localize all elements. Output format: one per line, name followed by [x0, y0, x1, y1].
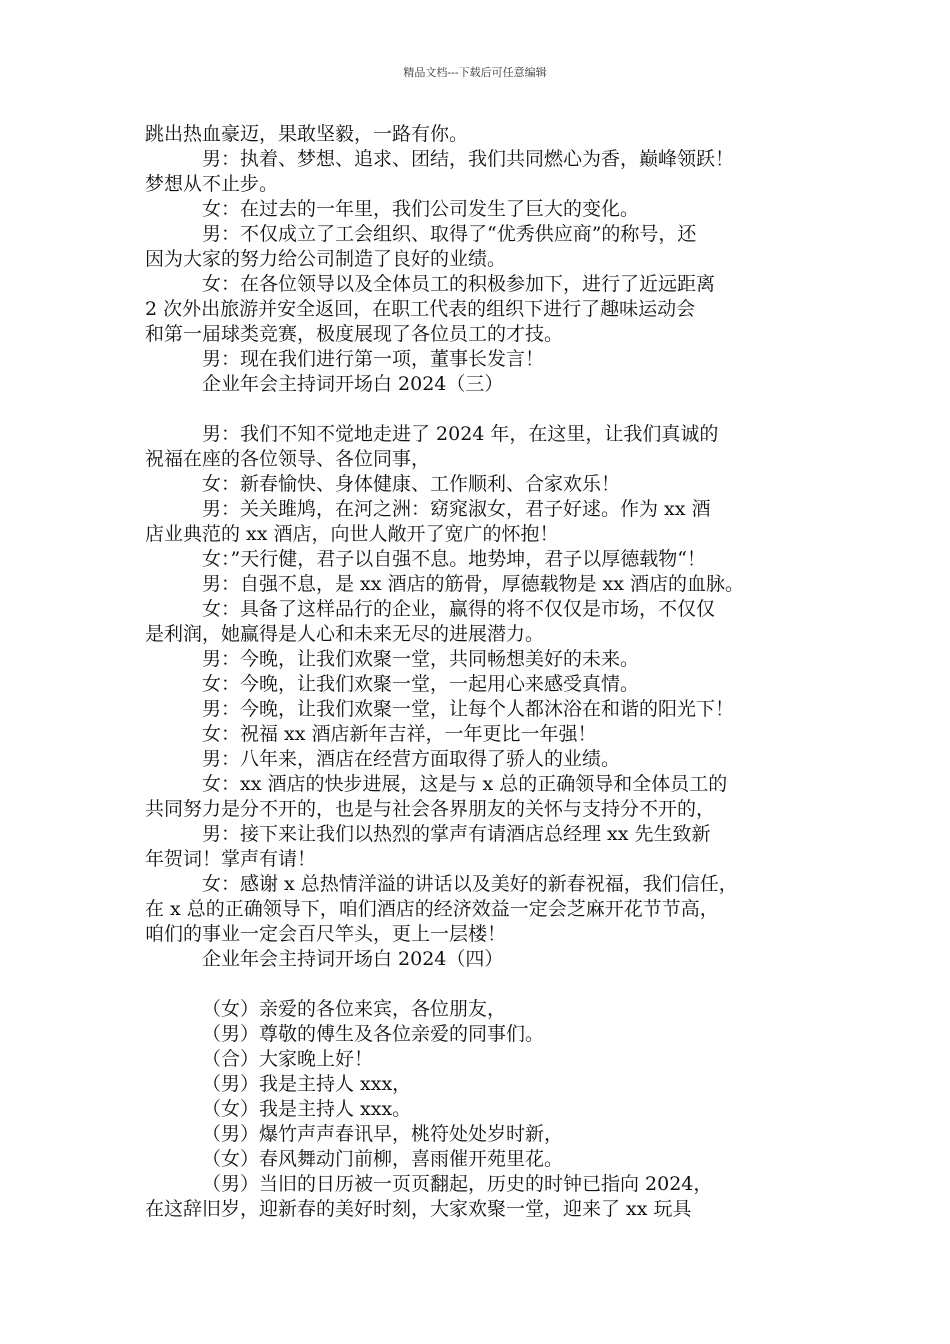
text-line: 男：今晚，让我们欢聚一堂，共同畅想美好的未来。 [202, 648, 640, 670]
text-line: 年贺词！掌声有请！ [145, 848, 317, 870]
document-body [145, 122, 817, 1222]
section-title: 企业年会主持词开场白 2024（三） [202, 373, 504, 395]
text-line: 女：”天行健，君子以自强不息。地势坤，君子以厚德载物“！ [202, 548, 706, 570]
text-line: 男：关关雎鸠，在河之洲：窈窕淑女，君子好逑。作为 xx 酒 [202, 498, 711, 520]
text-line: （男）尊敬的傅生及各位亲爱的同事们。 [202, 1023, 545, 1045]
text-line: （女）我是主持人 xxx。 [202, 1098, 412, 1120]
text-line: 男：我们不知不觉地走进了 2024 年，在这里，让我们真诚的 [202, 423, 719, 445]
text-line: 男：接下来让我们以热烈的掌声有请酒店总经理 xx 先生致新 [202, 823, 711, 845]
text-line: 咱们的事业一定会百尺竿头，更上一层楼！ [145, 923, 507, 945]
text-line: 2 次外出旅游并安全返回，在职工代表的组织下进行了趣味运动会 [145, 298, 696, 320]
text-line: 女：祝福 xx 酒店新年吉祥，一年更比一年强！ [202, 723, 597, 745]
text-line: 是利润，她赢得是人心和未来无尽的进展潜力。 [145, 623, 545, 645]
text-line: 梦想从不止步。 [145, 173, 279, 195]
text-line: 男：自强不息，是 xx 酒店的筋骨，厚德载物是 xx 酒店的血脉。 [202, 573, 745, 595]
text-line: 男：今晚，让我们欢聚一堂，让每个人都沐浴在和谐的阳光下！ [202, 698, 735, 720]
text-line: 女：新春愉快、身体健康、工作顺利、合家欢乐！ [202, 473, 621, 495]
text-line: 女：xx 酒店的快步进展，这是与 x 总的正确领导和全体员工的 [202, 773, 728, 795]
text-line: 在 x 总的正确领导下，咱们酒店的经济效益一定会芝麻开花节节高， [145, 898, 719, 920]
text-line: （男）我是主持人 xxx， [202, 1073, 412, 1095]
text-line: 和第一届球类竞赛，极度展现了各位员工的才技。 [145, 323, 564, 345]
text-line: 祝福在座的各位领导、各位同事， [145, 448, 431, 470]
section-title: 企业年会主持词开场白 2024（四） [202, 948, 504, 970]
blank-line [145, 397, 817, 422]
text-line: 男：现在我们进行第一项，董事长发言！ [202, 348, 545, 370]
blank-line [145, 972, 817, 997]
text-line: 在这辞旧岁，迎新春的美好时刻，大家欢聚一堂，迎来了 xx 玩具 [145, 1198, 692, 1220]
text-line: 男：八年来，酒店在经营方面取得了骄人的业绩。 [202, 748, 621, 770]
text-line: 女：在各位领导以及全体员工的积极参加下，进行了近远距离 [202, 273, 716, 295]
text-line: （女）亲爱的各位来宾，各位朋友， [202, 998, 507, 1020]
text-line: （合）大家晚上好！ [202, 1048, 374, 1070]
text-line: 女：感谢 x 总热情洋溢的讲话以及美好的新春祝福，我们信任， [202, 873, 738, 895]
text-line: 店业典范的 xx 酒店，向世人敞开了宽广的怀抱！ [145, 523, 559, 545]
text-line: 因为大家的努力给公司制造了良好的业绩。 [145, 248, 507, 270]
text-line: 男：执着、梦想、追求、团结，我们共同燃心为香，巅峰领跃！ [202, 148, 735, 170]
text-line: 共同努力是分不开的，也是与社会各界朋友的关怀与支持分不开的， [145, 798, 716, 820]
page-header: 精品文档---下载后可任意编辑 [403, 66, 547, 79]
text-line: 女：在过去的一年里，我们公司发生了巨大的变化。 [202, 198, 640, 220]
text-line: （男）当旧的日历被一页页翻起，历史的时钟已指向 2024， [202, 1173, 713, 1195]
text-line: （男）爆竹声声春讯早，桃符处处岁时新， [202, 1123, 564, 1145]
text-line: 女：今晚，让我们欢聚一堂，一起用心来感受真情。 [202, 673, 640, 695]
text-line: 女：具备了这样品行的企业，赢得的将不仅仅是市场，不仅仅 [202, 598, 716, 620]
text-line: （女）春风舞动门前柳，喜雨催开苑里花。 [202, 1148, 564, 1170]
text-line: 跳出热血豪迈，果敢坚毅，一路有你。 [145, 123, 469, 145]
text-line: 男：不仅成立了工会组织、取得了“优秀供应商”的称号，还 [202, 223, 697, 245]
